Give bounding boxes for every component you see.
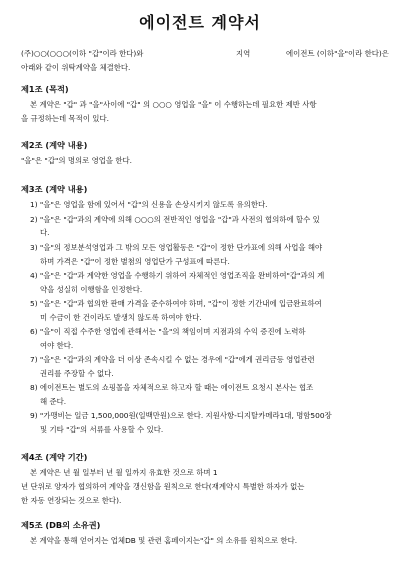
article-2-line: "을"은 "갑"의 명의로 영업을 한다. xyxy=(21,156,133,165)
article-4-heading: 제4조 (계약 기간) xyxy=(21,452,88,462)
article-3-item-5: 5) "을"은 "갑"과 협의한 판매 가격을 준수하여야 하며, "갑"이 정한 기간내에 입금완료하여 xyxy=(30,299,322,308)
article-5-line: 본 계약을 통해 얻어지는 업체DB 및 관련 홈페이지는"갑" 의 소유를 원칙으로 한다. xyxy=(30,536,298,545)
article-1-line: 본 계약은 "갑" 과 "을"사이에 "갑" 의 ○○○ 영업을 "을" 이 수행하는데 필요한 제반 사항 xyxy=(30,100,317,109)
article-3-item-3: 3) "을"의 정보분석영업과 그 밖의 모든 영업활동은 "갑"이 정한 단가표에 의해 사업을 해야 xyxy=(30,243,323,252)
document-title: 에이전트 계약서 xyxy=(139,13,261,32)
article-4-line: 년 단위로 양자가 협의하여 계약을 갱신함을 원칙으로 한다(재계약시 특별한 하자가 없는 xyxy=(21,482,305,491)
article-3-item-6-cont: 여야 한다. xyxy=(40,341,74,350)
intro-party-a: (주)○○(○○○(이하 "갑"이라 한다)와 xyxy=(21,49,144,58)
article-3-item-8: 8) 에이전트는 별도의 쇼핑몰을 자체적으로 하고자 할 때는 에이전트 요청시 본사는 협조 xyxy=(30,383,314,392)
intro-agreement: 아래와 같이 위탁계약을 체결한다. xyxy=(21,63,131,72)
article-3-heading: 제3조 (계약 내용) xyxy=(21,184,88,194)
article-3-item-5-cont: 미 수금이 한 건이라도 발생치 않도록 하여야 한다. xyxy=(40,313,202,322)
article-4-line: 한 자동 연장되는 것으로 한다). xyxy=(21,496,122,505)
article-3-item-1: 1) "을"은 영업을 함에 있어서 "갑"의 신용을 손상시키지 않도록 유의한다. xyxy=(30,200,268,209)
article-3-item-7-cont: 권리를 주장할 수 없다. xyxy=(40,369,114,378)
article-3-item-6: 6) "을"이 직접 수주한 영업에 관해서는 "을"의 책임이며 지점과의 수익 증진에 노력하 xyxy=(30,327,306,336)
article-3-item-9-cont: 및 기타 "갑"의 서류를 사용할 수 있다. xyxy=(40,425,164,434)
article-2-heading: 제2조 (계약 내용) xyxy=(21,140,88,150)
article-3-item-9: 9) "가맹비는 일금 1,500,000원(일백만원)으로 한다. 지원사항-디지탈카메라1대, 명함500장 xyxy=(30,411,332,420)
article-1-line: 을 규정하는데 목적이 있다. xyxy=(21,114,109,123)
intro-party-b: 에이전트 (이하"을"이라 한다)은 xyxy=(286,49,389,58)
article-1-heading: 제1조 (목적) xyxy=(21,84,69,94)
article-3-item-4: 4) "을"은 "갑"과 계약한 영업을 수행하기 위하여 자체적인 영업조직을 완비하여"갑"과의 계 xyxy=(30,271,325,280)
article-3-item-7: 7) "을"은 "갑"과의 계약을 더 이상 존속시킬 수 없는 경우에 "갑"에게 권리금등 영업관련 xyxy=(30,355,315,364)
article-5-heading: 제5조 (DB의 소유권) xyxy=(21,520,101,530)
article-4-line: 본 계약은 년 월 일부터 년 월 일까지 유효한 것으로 하며 1 xyxy=(30,468,218,477)
article-3-item-2: 2) "을"은 "갑"과의 계약에 의해 ○○○의 전반적인 영업을 "갑"과 사전의 협의하에 할수 있 xyxy=(30,215,320,224)
article-3-item-2-cont: 다. xyxy=(40,228,50,237)
intro-region: 지역 xyxy=(236,49,251,58)
article-3-item-4-cont: 약을 성실히 이행함을 인정한다. xyxy=(40,285,143,294)
article-3-item-8-cont: 해 준다. xyxy=(40,397,67,406)
article-3-item-3-cont: 하며 가격은 "갑"이 정한 별첨의 영업단가 구성표에 따른다. xyxy=(40,257,230,266)
